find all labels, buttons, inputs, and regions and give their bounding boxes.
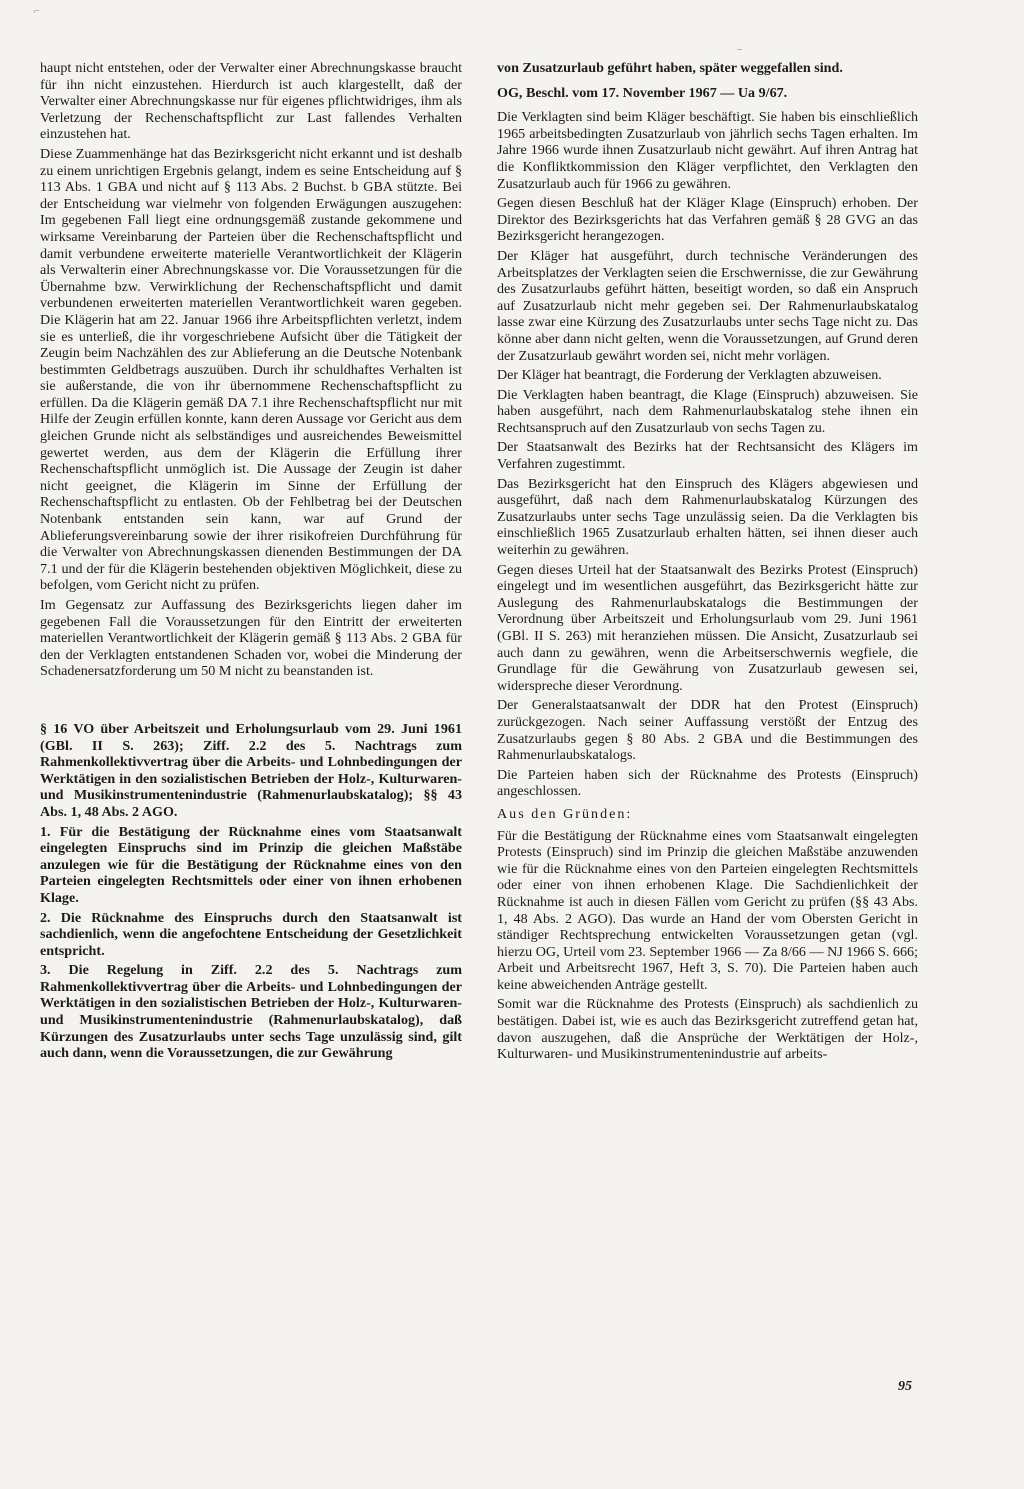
paragraph: haupt nicht entstehen, oder der Verwalter einer Abrechnungskasse braucht für ihn nicht einzustehen. Hierdurch ist auch klargestellt, daß der Verwalter einer Abrechnungskasse nur für eigenes pflichtwidriges, ihm als Verletzung der Rechenschaftspflicht zur Last fallendes Verhalten einzustehen hat. (40, 60, 462, 143)
paragraph: Somit war die Rücknahme des Protests (Einspruch) als sachdienlich zu bestätigen. Dabei ist, wie es auch das Bezirksgericht zutreffend getan hat, davon auszugehen, daß die Ansprüche der Werktätigen der Holz-, Kulturwaren- und Musikinstrumentenindustrie auf arbeits- (497, 996, 918, 1063)
paragraph: Die Parteien haben sich der Rücknahme des Protests (Einspruch) angeschlossen. (497, 766, 918, 800)
scan-mark-icon: ⌐ (34, 6, 40, 17)
paragraph: Der Kläger hat beantragt, die Forderung der Verklagten abzuweisen. (497, 367, 882, 384)
guiding-principle-2: 2. Die Rücknahme des Einspruchs durch den Staatsanwalt ist sachdienlich, wenn die angefochtene Entscheidung der Gesetzlichkeit entspricht. (40, 909, 462, 959)
paragraph: Diese Zuammenhänge hat das Bezirksgericht nicht erkannt und ist deshalb zu einem unrichtigen Ergebnis gelangt, indem es seine Entscheidung auf § 113 Abs. 1 GBA und nicht auf § 113 Abs. 2 Buchst. b GBA stützte. Bei der Entscheidung war vielmehr von folgenden Erwägungen auszugehen: Im gegebenen Fall liegt eine ordnungsgemäß zustande gekommene und wirksame Vereinbarung der Parteien über die Rechenschaftspflicht und damit verbundene erweiterte materielle Verantwortlichkeit der Klägerin als Verwalterin einer Abrechnungskasse vor. Die Voraussetzungen für die Übernahme bzw. Verwirklichung der Rechenschaftspflicht und damit verbundenen erweiterten materiellen Verantwortlichkeit waren gegeben. Die Klägerin hat am 22. Januar 1966 ihre Arbeitspflichten verletzt, indem sie es unterließ, die ihr vorgeschriebene Aufsicht über die Tätigkeit der Zeugin beim Nachzählen des zur Ablieferung an die Deutsche Notenbank bestimmten Geldbetrags auszuüben. Durch ihr schuldhaftes Verhalten ist sie außerstande, die von ihr übernommene Rechenschaftspflicht zu erfüllen. Da die Klägerin gemäß DA 7.1 ihre Rechenschaftspflicht nur mit Hilfe der Zeugin erfüllen konnte, kann deren Aussage vor Gericht aus dem gleichen Grunde nicht als selbständiges und ausreichendes Beweismittel gewertet werden, aus dem der Klägerin die Erfüllung ihrer Rechenschaftspflicht unmöglich ist. Die Aussage der Zeugin ist daher nicht geeignet, die Klägerin im Sinne der Erfüllung der Rechenschaftspflicht zu entlasten. Ob der Fehlbetrag bei der Deutschen Notenbank entstanden sein kann, war auf Grund der Ablieferungsvereinbarung sowie der ihrer risikofreien Durchführung für die Verwalter von Abrechnungskassen dienenden Bestimmungen der DA 7.1 und der für die Klägerin bestehenden objektiven Möglichkeit, diese zu befolgen, vom Gericht nicht zu prüfen. (40, 145, 462, 594)
scan-mark-icon: – (737, 44, 742, 55)
section-heading-legal-refs: § 16 VO über Arbeitszeit und Erholungsurlaub vom 29. Juni 1961 (GBl. II S. 263); Ziff. 2.2 des 5. Nachtrags zum Rahmenkollektivvertrag über die Arbeits- und Lohnbedingungen der Werktätigen in den sozialistischen Betrieben der Holz-, Kulturwaren- und Musikinstrumentenindustrie (Rahmenurlaubskatalog); §§ 43 Abs. 1, 48 Abs. 2 AGO. (40, 720, 462, 820)
paragraph: Das Bezirksgericht hat den Einspruch des Klägers abgewiesen und ausgeführt, daß nach dem Rahmenurlaubskatalog Kürzungen des Zusatzurlaubs unter sechs Tage unzulässig seien. Da die Verklagten bis einschließlich 1965 Zusatzurlaub erhalten hätten, sei ihnen dieser auch weiterhin zu gewähren. (497, 475, 918, 559)
guiding-principle-1: 1. Für die Bestätigung der Rücknahme eines vom Staatsanwalt eingelegten Einspruchs sind im Prinzip die gleichen Maßstäbe anzulegen wie für die Bestätigung der Rücknahme eines von den Parteien eingelegten Rechtsmittels oder einer von ihnen erhobenen Klage. (40, 823, 462, 906)
guiding-principle-3: 3. Die Regelung in Ziff. 2.2 des 5. Nachtrags zum Rahmenkollektivvertrag über die Arbeits- und Lohnbedingungen der Werktätigen in den sozialistischen Betrieben der Holz-, Kulturwaren- und Musikinstrumentenindustrie (Rahmenurlaubskatalog), daß Kürzungen des Zusatzurlaubs unter sechs Tage unzulässig sind, gilt auch dann, wenn die Voraussetzungen, die zur Gewährung (40, 962, 462, 1062)
paragraph: Gegen diesen Beschluß hat der Kläger Klage (Einspruch) erhoben. Der Direktor des Bezirksgerichts hat das Verfahren gemäß § 28 GVG an das Bezirksgericht herangezogen. (497, 195, 918, 245)
paragraph: Für die Bestätigung der Rücknahme eines vom Staatsanwalt eingelegten Protests (Einspruch) sind im Prinzip die gleichen Maßstäbe anzuwenden wie für die Rücknahme eines von den Parteien eingelegten Rechtsmittels oder einer von ihnen erhobenen Klage. Die Sachdienlichkeit der Rücknahme ist auch in diesen Fällen vom Gericht zu prüfen (§§ 43 Abs. 1, 48 Abs. 2 AGO). Das wurde an Hand der vom Obersten Gericht in ständiger Rechtsprechung entwickelten Voraussetzungen getan (vgl. hierzu OG, Urteil vom 23. September 1966 — Za 8/66 — NJ 1966 S. 666; Arbeit und Arbeitsrecht 1967, Heft 3, S. 70). Die Parteien haben auch keine abweichenden Anträge gestellt. (497, 827, 918, 993)
paragraph: Der Generalstaatsanwalt der DDR hat den Protest (Einspruch) zurückgezogen. Nach seiner Auffassung verstößt der Entzug des Zusatzurlaubs gegen § 80 Abs. 2 GBA und die Bestimmungen des Rahmenurlaubskatalogs. (497, 697, 918, 764)
guiding-principle-3-continued: von Zusatzurlaub geführt haben, später weggefallen sind. (497, 60, 843, 76)
left-column (40, 60, 462, 1065)
page-number: 95 (898, 1379, 912, 1394)
paragraph: Die Verklagten sind beim Kläger beschäftigt. Sie haben bis einschließlich 1965 arbeitsbedingten Zusatzurlaub von jährlich sechs Tagen erhalten. Im Jahre 1966 wurde ihnen Zusatzurlaub nicht gewährt. Auf ihren Antrag hat die Konfliktkommission den Kläger verpflichtet, den Verklagten den Zusatzurlaub auch für 1966 zu gewähren. (497, 109, 918, 192)
court-reference: OG, Beschl. vom 17. November 1967 — Ua 9/67. (497, 84, 788, 101)
paragraph: Die Verklagten haben beantragt, die Klage (Einspruch) abzuweisen. Sie haben ausgeführt, nach dem Rahmenurlaubskatalog stehe ihnen ein Rechtsanspruch auf den Zusatzurlaub von sechs Tagen zu. (497, 386, 918, 436)
section-gap (40, 683, 462, 721)
paragraph: Im Gegensatz zur Auffassung des Bezirksgerichts liegen daher im gegebenen Fall die Voraussetzungen für den Eintritt der erweiterten materiellen Verantwortlichkeit der Klägerin gemäß § 113 Abs. 2 GBA für den der Verklagten entstandenen Schaden vor, wobei die Minderung der Schadenersatzforderung um 50 M nicht zu beanstanden ist. (40, 597, 462, 680)
paragraph: Der Kläger hat ausgeführt, durch technische Veränderungen des Arbeitsplatzes der Verklagten seien die Erschwernisse, die zur Gewährung des Zusatzurlaubs geführt hätten, beseitigt worden, so daß ein Anspruch auf Zusatzurlaub nicht mehr gegeben sei. Der Rahmenurlaubskatalog lasse zwar eine Kürzung des Zusatzurlaubs unter sechs Tage nicht zu. Das könne aber dann nicht gelten, wenn die Voraussetzungen, auf Grund deren der Zusatzurlaub gewährt worden sei, nicht mehr vorlägen. (497, 247, 918, 364)
paragraph: Der Staatsanwalt des Bezirks hat der Rechtsansicht des Klägers im Verfahren zugestimmt. (497, 439, 918, 473)
section-heading-reasons: Aus den Gründen: (497, 805, 633, 822)
right-column (497, 60, 918, 1066)
paragraph: Gegen dieses Urteil hat der Staatsanwalt des Bezirks Protest (Einspruch) eingelegt und im wesentlichen ausgeführt, das Bezirksgericht hätte zur Auslegung des Rahmenurlaubskatalogs die Bestimmungen der Verordnung über Arbeitszeit und Erholungsurlaub vom 29. Juni 1961 (GBl. II S. 263) mit heranziehen müssen. Die Ansicht, Zusatzurlaub sei auch dann zu gewähren, wenn die Arbeitserschwernis wegfiele, die Grundlage für die Gewährung von Zusatzurlaub gewesen sei, widerspreche dieser Verordnung. (497, 561, 918, 694)
